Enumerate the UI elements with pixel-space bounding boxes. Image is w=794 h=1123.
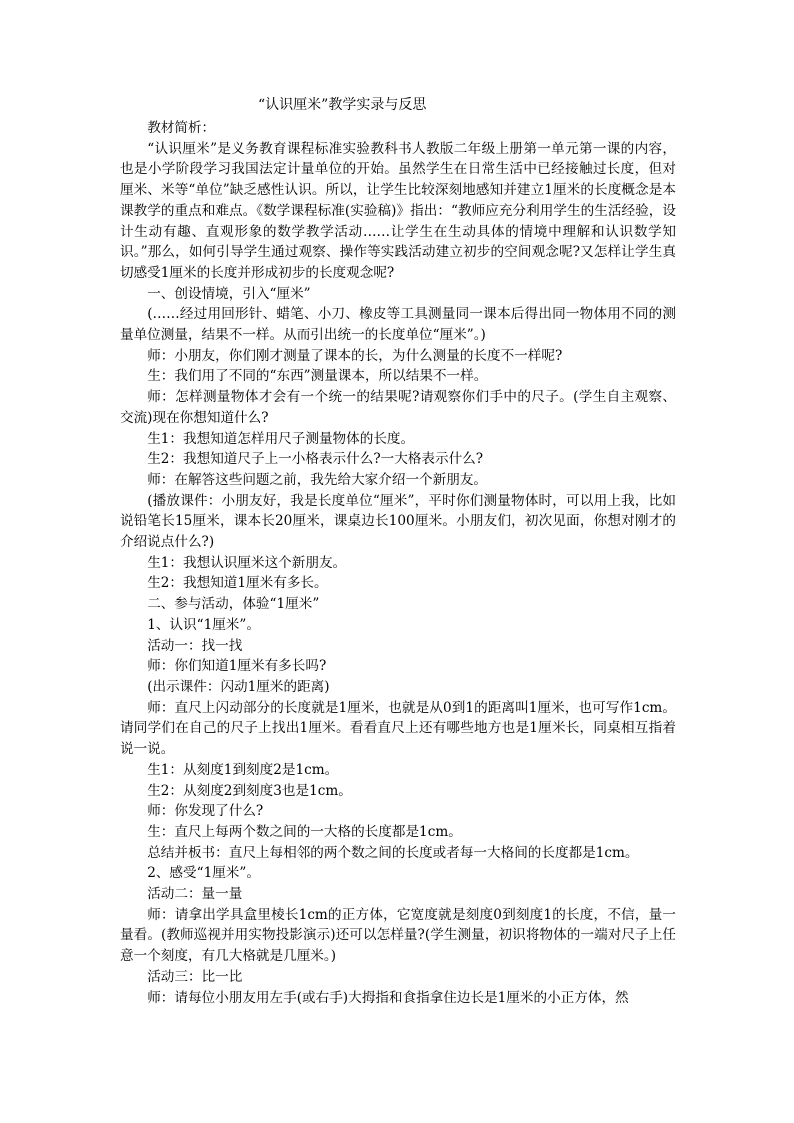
- paragraph: 师：请每位小朋友用左手(或右手)大拇指和食指拿住边长是1厘米的小正方体，然: [147, 989, 629, 1006]
- activity-heading: 活动一：找一找: [147, 637, 243, 654]
- paragraph: 生2：我想知道尺子上一小格表示什么?一大格表示什么?: [147, 451, 484, 468]
- paragraph: (播放课件：小朋友好，我是长度单位“厘米”，平时你们测量物体时，可以用上我，比如说铅笔长15厘米，课本长20厘米，课桌边长100厘米。小朋友们，初次见面，你想对刚才的介绍说点什么?): [120, 492, 676, 551]
- subsection-heading: 2、感受“1厘米”。: [147, 865, 260, 882]
- subsection-heading: 1、认识“1厘米”。: [147, 616, 260, 633]
- paragraph: (出示课件：闪动1厘米的距离): [147, 678, 330, 695]
- paragraph-analysis-heading: 教材简析：: [147, 120, 216, 136]
- document-title: “认识厘米”教学实录与反思: [258, 97, 427, 113]
- paragraph: (……经过用回形针、蜡笔、小刀、橡皮等工具测量同一课本后得出同一物体用不同的测量单位测量，结果不一样。从而引出统一的长度单位“厘米”。): [120, 306, 676, 344]
- paragraph: 生2：我想知道1厘米有多长。: [147, 575, 328, 592]
- paragraph: 师：怎样测量物体才会有一个统一的结果呢?请观察你们手中的尺子。(学生自主观察、交流)现在你想知道什么?: [120, 389, 676, 426]
- activity-heading: 活动二：量一量: [147, 886, 243, 903]
- paragraph: 生1：我想认识厘米这个新朋友。: [147, 554, 347, 571]
- paragraph: 生2：从刻度2到刻度3也是1cm。: [147, 782, 352, 799]
- paragraph: 生：直尺上每两个数之间的一大格的长度都是1cm。: [147, 823, 462, 840]
- paragraph-analysis: “认识厘米”是义务教育课程标准实验教科书人教版二年级上册第一单元第一课的内容，也是小学阶段学习我国法定计量单位的开始。虽然学生在日常生活中已经接触过长度，但对厘米、米等“单位”缺乏感性认识。所以，让学生比较深刻地感知并建立1厘米的长度概念是本课教学的重点和难点。《数学课程标准(实验稿)》指出：“教师应充分利用学生的生活经验，设计生动有趣、直观形象的数学教学活动……让学生在生动具体的情境中理解和认识数学知识。”那么，如何引导学生通过观察、操作等实践活动建立初步的空间观念呢?又怎样让学生真切感受1厘米的长度并形成初步的长度观念呢?: [120, 140, 676, 281]
- paragraph: 师：请拿出学具盒里棱长1cm的正方体，它宽度就是刻度0到刻度1的长度，不信，量一量看。(教师巡视并用实物投影演示)还可以怎样量?(学生测量，初识将物体的一端对尺子上任意一个刻度，有几大格就是几厘米。): [120, 906, 676, 965]
- paragraph: 生：我们用了不同的“东西”测量课本，所以结果不一样。: [147, 368, 488, 385]
- paragraph: 生1：从刻度1到刻度2是1cm。: [147, 761, 339, 778]
- section-heading-1: 一、创设情境，引入“厘米”: [147, 285, 311, 302]
- paragraph: 生1：我想知道怎样用尺子测量物体的长度。: [147, 430, 415, 447]
- document-body: [120, 118, 676, 1008]
- activity-heading: 活动三：比一比: [147, 968, 243, 985]
- paragraph: 师：小朋友，你们刚才测量了课本的长，为什么测量的长度不一样呢?: [147, 347, 563, 364]
- paragraph: 师：你发现了什么?: [147, 803, 264, 820]
- section-heading-2: 二、参与活动，体验“1厘米”: [147, 596, 320, 613]
- paragraph: 师：你们知道1厘米有多长吗?: [147, 658, 327, 675]
- paragraph-summary: 总结并板书：直尺上每相邻的两个数之间的长度或者每一大格间的长度都是1cm。: [147, 844, 639, 861]
- paragraph: 师：在解答这些问题之前，我先给大家介绍一个新朋友。: [147, 471, 488, 488]
- paragraph: 师：直尺上闪动部分的长度就是1厘米，也就是从0到1的距离叫1厘米，也可写作1cm。请同学们在自己的尺子上找出1厘米。看看直尺上还有哪些地方也是1厘米长，同桌相互指着说一说。: [120, 699, 676, 758]
